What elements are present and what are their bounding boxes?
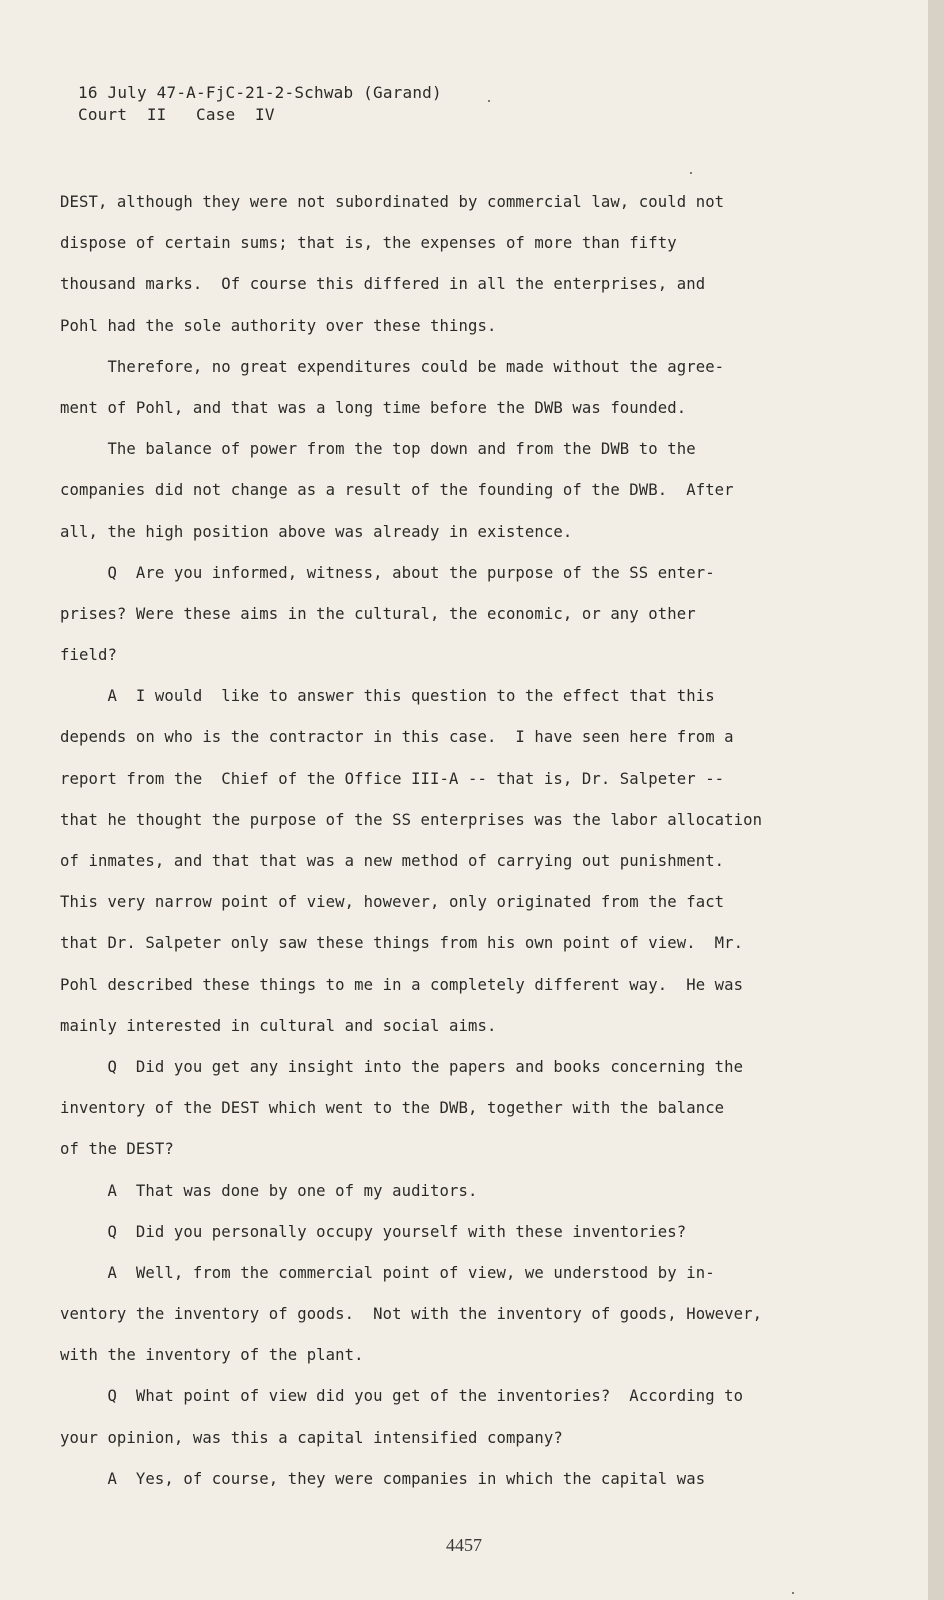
paper-speck [690, 172, 692, 174]
page-number: 4457 [446, 1535, 482, 1555]
transcript-line: DEST, although they were not subordinated by commercial law, could not [60, 193, 725, 211]
transcript-line: thousand marks. Of course this differed in all the enterprises, and [60, 275, 706, 294]
transcript-line: This very narrow point of view, however, only originated from the fact [60, 893, 725, 912]
transcript-line: that Dr. Salpeter only saw these things from his own point of view. Mr. [60, 934, 744, 953]
transcript-line: all, the high position above was already in existence. [60, 522, 573, 541]
header-line-court-case: Court II Case IV [78, 105, 275, 124]
transcript-line: Pohl described these things to me in a completely different way. He was [60, 975, 744, 994]
transcript-line: companies did not change as a result of the founding of the DWB. After [60, 481, 734, 500]
transcript-line: that he thought the purpose of the SS enterprises was the labor allocation [60, 810, 763, 829]
transcript-line: Pohl had the sole authority over these things. [60, 316, 497, 335]
transcript-line: ment of Pohl, and that was a long time before the DWB was founded. [60, 398, 687, 417]
transcript-line: A Yes, of course, they were companies in which the capital was [60, 1469, 706, 1488]
transcript-body [60, 182, 830, 1500]
transcript-line: your opinion, was this a capital intensified company? [60, 1428, 563, 1447]
transcript-line: The balance of power from the top down and from the DWB to the [60, 440, 696, 459]
transcript-line: Q What point of view did you get of the inventories? According to [60, 1387, 744, 1406]
transcript-line: of inmates, and that that was a new method of carrying out punishment. [60, 852, 725, 870]
transcript-line: A I would like to answer this question to the effect that this [60, 687, 715, 706]
paper-speck [488, 100, 490, 102]
transcript-line: of the DEST? [60, 1140, 174, 1159]
transcript-line: inventory of the DEST which went to the DWB, together with the balance [60, 1099, 725, 1118]
transcript-line: with the inventory of the plant. [60, 1346, 364, 1365]
document-header [78, 82, 442, 126]
transcript-line: Q Are you informed, witness, about the purpose of the SS enter- [60, 563, 715, 582]
transcript-line: ventory the inventory of goods. Not with the inventory of goods, However, [60, 1305, 763, 1324]
transcript-line: depends on who is the contractor in this case. I have seen here from a [60, 728, 734, 747]
transcript-line: dispose of certain sums; that is, the expenses of more than fifty [60, 234, 677, 253]
transcript-line: Q Did you personally occupy yourself with these inventories? [60, 1222, 687, 1241]
transcript-line: mainly interested in cultural and social aims. [60, 1016, 497, 1035]
transcript-line: prises? Were these aims in the cultural, the economic, or any other [60, 604, 696, 623]
transcript-line: A Well, from the commercial point of view, we understood by in- [60, 1263, 715, 1282]
header-line-date-ref: 16 July 47-A-FjC-21-2-Schwab (Garand) [78, 83, 442, 102]
transcript-line: A That was done by one of my auditors. [60, 1181, 478, 1200]
transcript-line: Therefore, no great expenditures could be made without the agree- [60, 357, 725, 376]
paper-speck [792, 1592, 794, 1594]
transcript-line: field? [60, 646, 117, 665]
transcript-line: report from the Chief of the Office III-A -- that is, Dr. Salpeter -- [60, 769, 725, 788]
transcript-line: Q Did you get any insight into the papers and books concerning the [60, 1057, 744, 1076]
